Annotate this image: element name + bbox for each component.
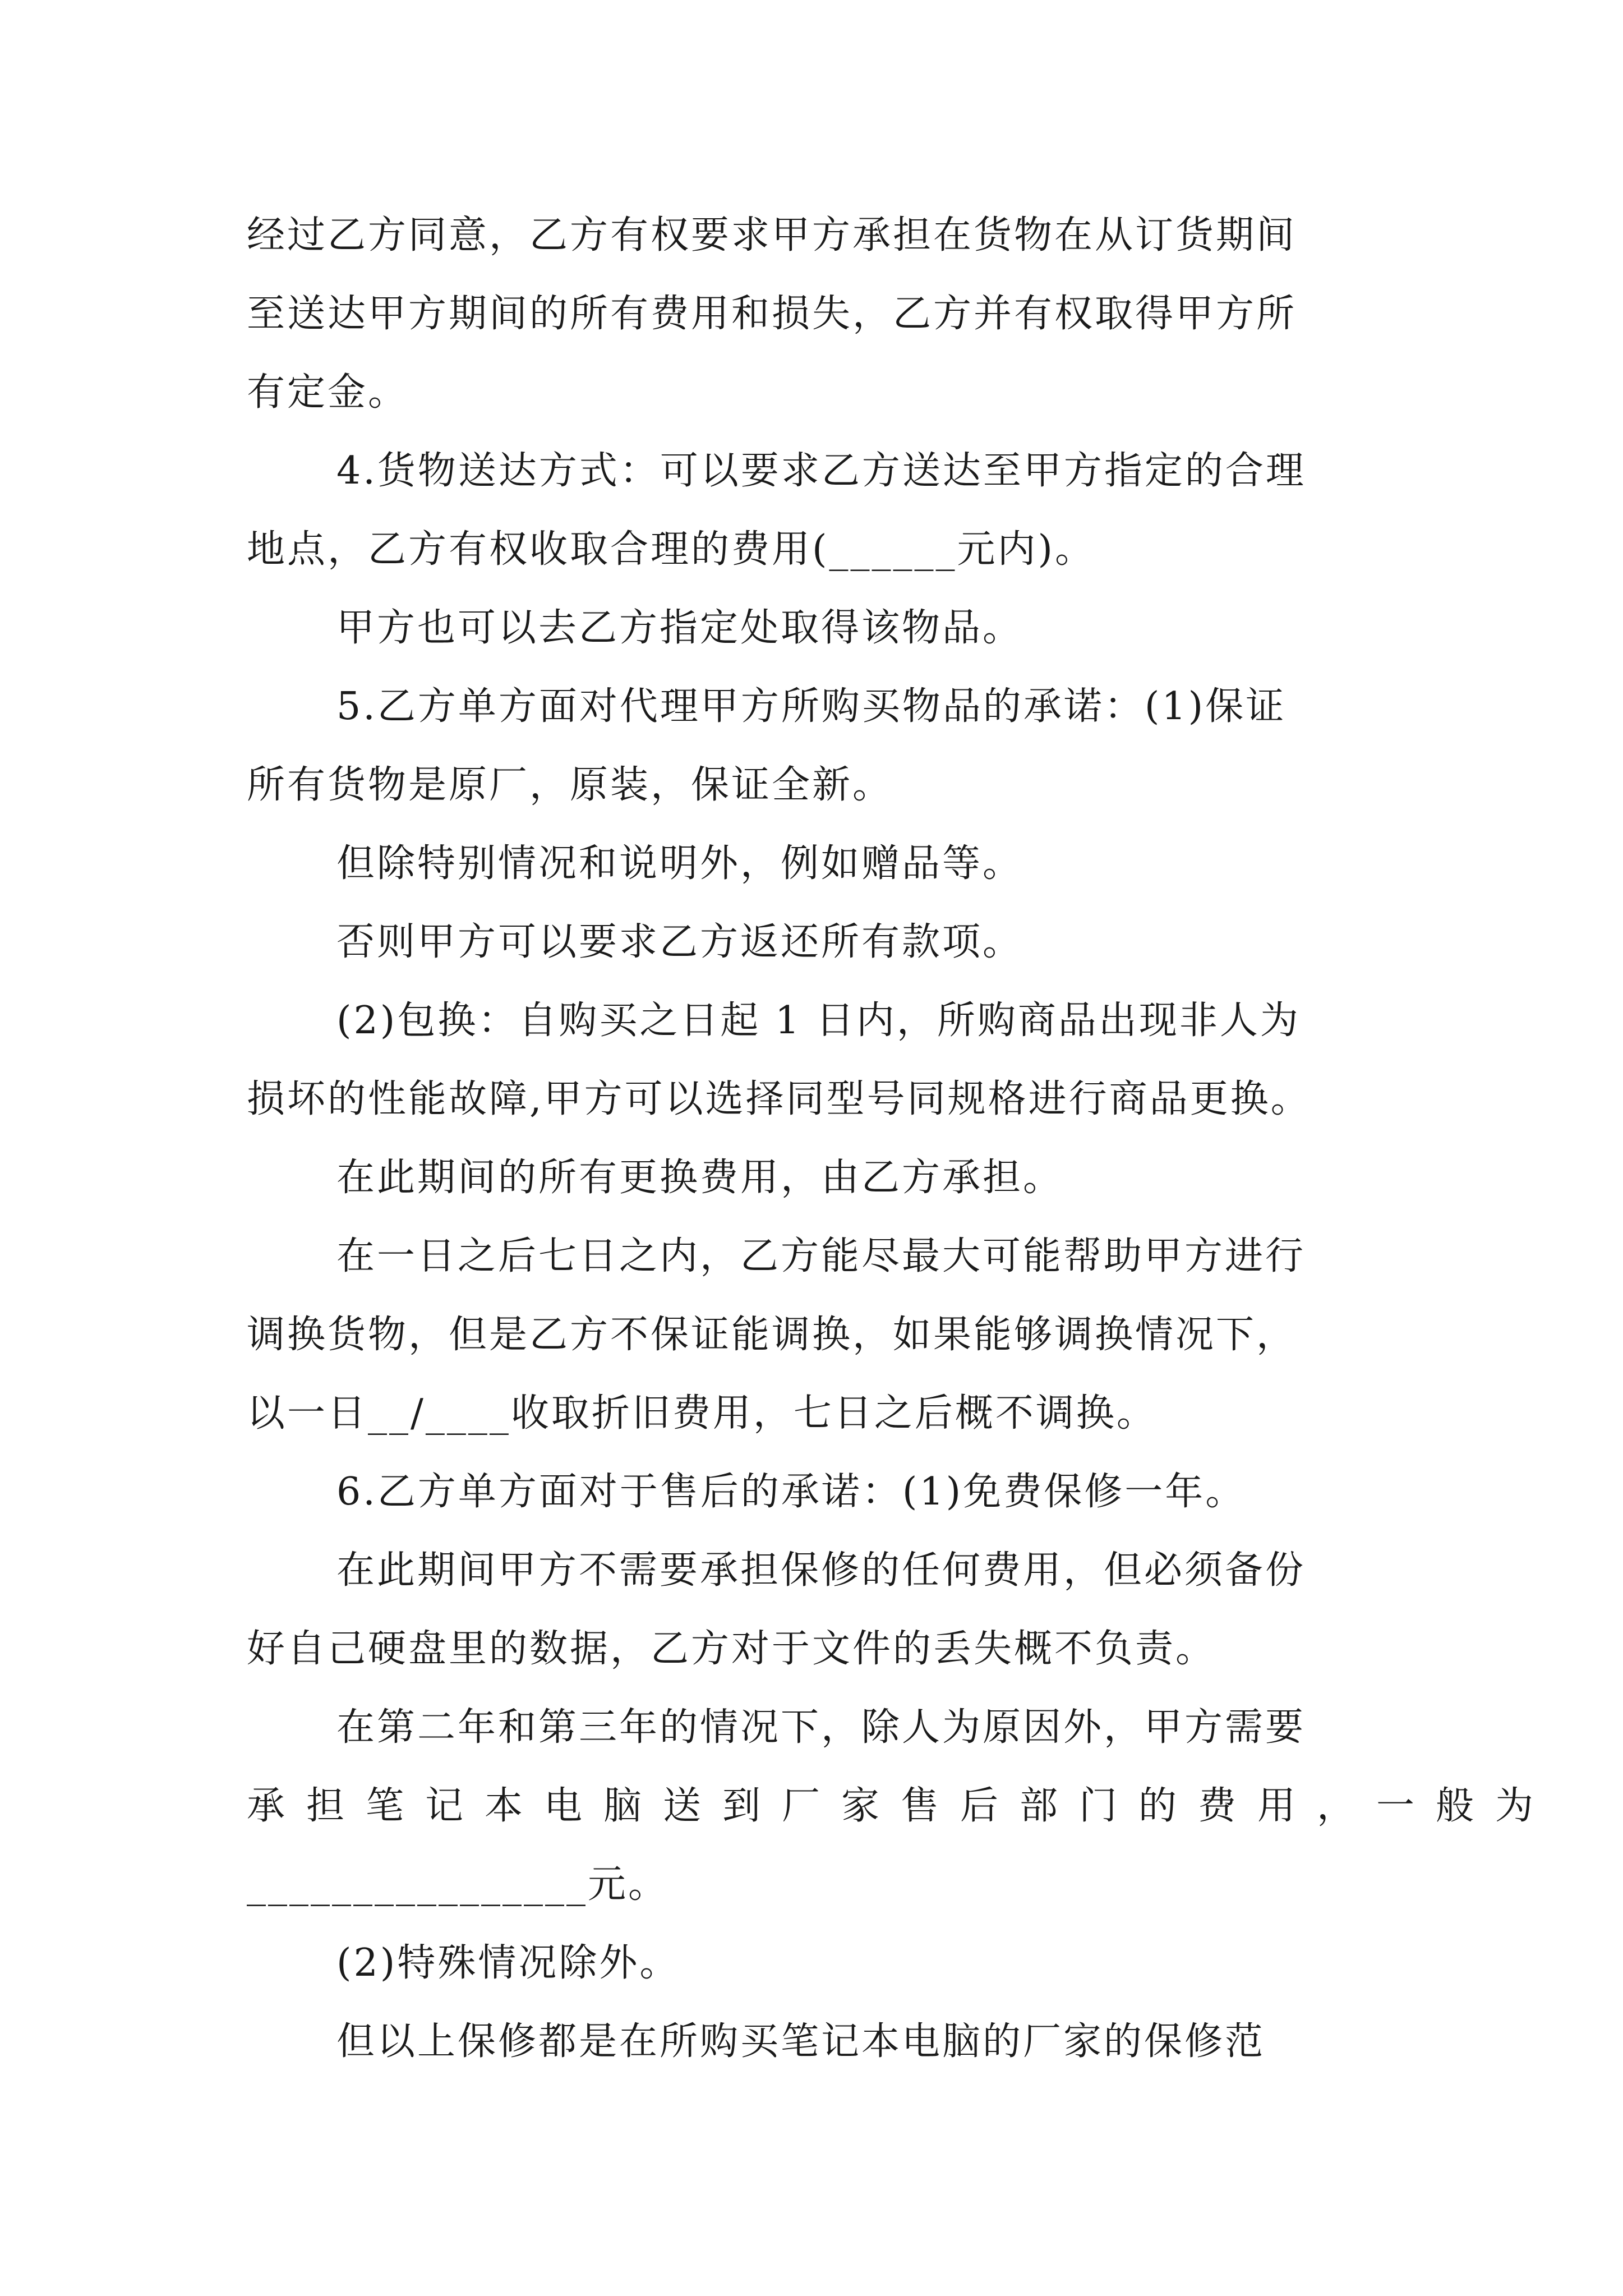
paragraph-line: 以一日__/____收取折旧费用，七日之后概不调换。 (247, 1391, 1157, 1435)
paragraph-line: 4.货物送达方式：可以要求乙方送达至甲方指定的合理 (336, 449, 1306, 493)
paragraph-line: 承担笔记本电脑送到厂家售后部门的费用，一般为 (247, 1784, 1555, 1828)
paragraph-line: 经过乙方同意，乙方有权要求甲方承担在货物在从订货期间 (247, 213, 1297, 257)
paragraph-line: 在一日之后七日之内，乙方能尽最大可能帮助甲方进行 (336, 1234, 1306, 1278)
paragraph-line: 否则甲方可以要求乙方返还所有款项。 (336, 920, 1023, 964)
paragraph-line: 在此期间甲方不需要承担保修的任何费用，但必须备份 (336, 1548, 1306, 1593)
paragraph-line: 至送达甲方期间的所有费用和损失，乙方并有权取得甲方所 (247, 292, 1297, 336)
paragraph-line: 所有货物是原厂，原装，保证全新。 (247, 763, 893, 807)
paragraph-line: 在第二年和第三年的情况下，除人为原因外，甲方需要 (336, 1705, 1306, 1750)
paragraph-line: 地点，乙方有权收取合理的费用(______元内)。 (247, 527, 1096, 572)
paragraph-line: (2)特殊情况除外。 (336, 1941, 680, 1985)
paragraph-line: 损坏的性能故障,甲方可以选择同型号同规格进行商品更换。 (247, 1077, 1311, 1121)
paragraph-line: 6.乙方单方面对于售后的承诺：(1)免费保修一年。 (336, 1470, 1246, 1514)
paragraph-line: 但除特别情况和说明外，例如赠品等。 (336, 841, 1023, 886)
paragraph-line: 5.乙方单方面对代理甲方所购买物品的承诺：(1)保证 (336, 684, 1287, 729)
paragraph-line: 但以上保修都是在所购买笔记本电脑的厂家的保修范 (336, 2019, 1266, 2064)
paragraph-line: 调换货物，但是乙方不保证能调换，如果能够调换情况下， (247, 1313, 1297, 1357)
paragraph-line: 甲方也可以去乙方指定处取得该物品。 (336, 606, 1023, 650)
paragraph-line: 有定金。 (247, 370, 409, 415)
paragraph-line: 好自己硬盘里的数据，乙方对于文件的丢失概不负责。 (247, 1627, 1216, 1671)
paragraph-line: ________________元。 (247, 1862, 669, 1907)
paragraph-line: 在此期间的所有更换费用，由乙方承担。 (336, 1156, 1064, 1200)
paragraph-line: (2)包换：自购买之日起 1 日内，所购商品出现非人为 (336, 999, 1301, 1043)
